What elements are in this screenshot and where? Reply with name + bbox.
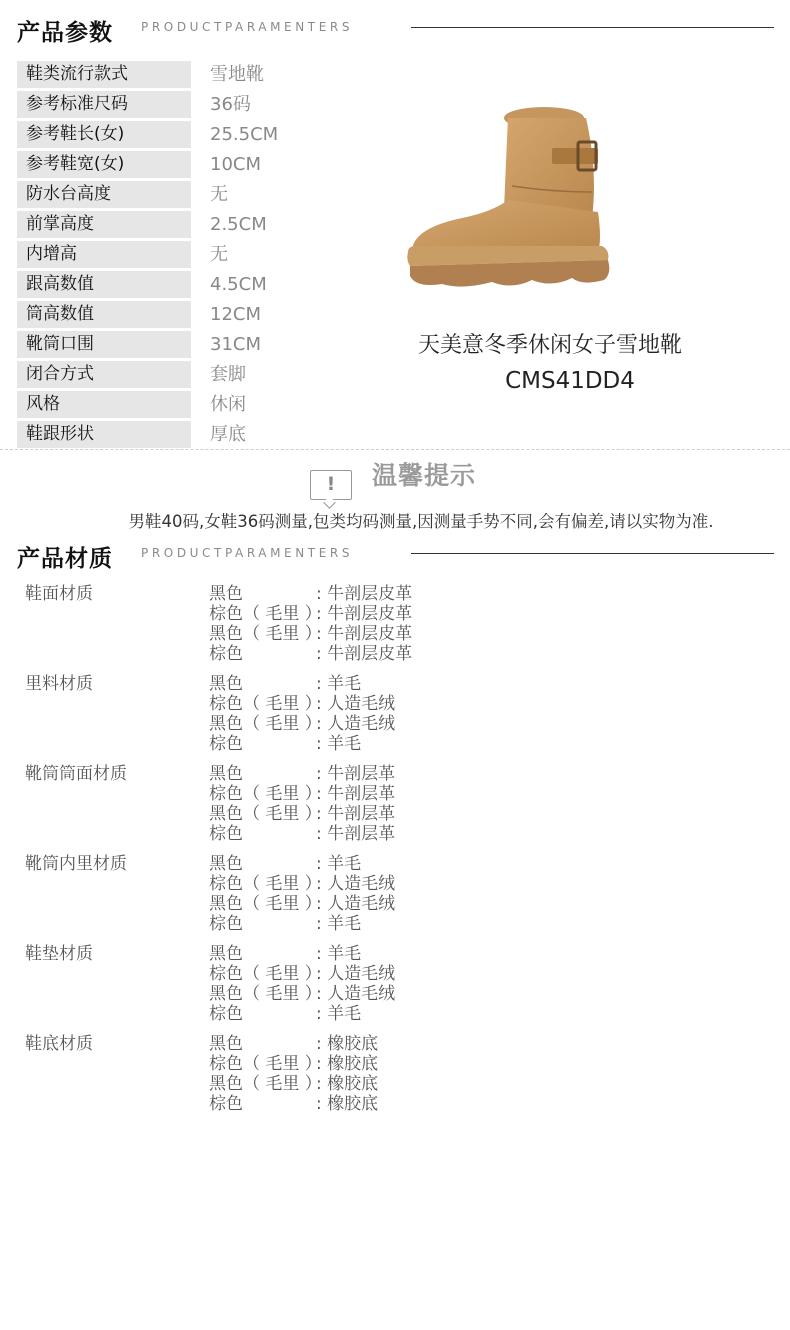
material-label: 里料材质: [25, 674, 93, 694]
material-value: : 人造毛绒: [316, 874, 396, 894]
material-line: [0, 714, 790, 734]
material-value: : 牛剖层皮革: [316, 624, 413, 644]
material-value: : 牛剖层皮革: [316, 604, 413, 624]
param-value: 36码: [210, 94, 251, 115]
material-color: 黑色: [209, 944, 243, 964]
param-row: [17, 390, 377, 420]
material-value: : 人造毛绒: [316, 964, 396, 984]
material-value: : 牛剖层皮革: [316, 644, 413, 664]
section-header-params: [0, 8, 790, 48]
material-line: [0, 944, 790, 964]
material-value: : 橡胶底: [316, 1054, 379, 1074]
param-key: 闭合方式: [17, 361, 191, 388]
material-line: [0, 1004, 790, 1024]
material-label: 鞋面材质: [25, 584, 93, 604]
material-value: : 橡胶底: [316, 1034, 379, 1054]
param-value: 无: [210, 244, 228, 265]
dashed-divider: [0, 449, 790, 450]
param-value: 无: [210, 184, 228, 205]
param-value: 31CM: [210, 334, 262, 355]
material-line: [0, 984, 790, 1004]
material-line: [0, 894, 790, 914]
material-value: : 羊毛: [316, 914, 362, 934]
param-row: [17, 300, 377, 330]
param-key: 靴筒口围: [17, 331, 191, 358]
material-label: 鞋底材质: [25, 1034, 93, 1054]
param-row: [17, 120, 377, 150]
material-color: 黑色（ 毛里 ）: [209, 624, 322, 644]
material-group: [0, 764, 790, 854]
material-line: [0, 1094, 790, 1114]
material-line: [0, 764, 790, 784]
material-line: [0, 1054, 790, 1074]
material-value: : 人造毛绒: [316, 714, 396, 734]
material-label: 靴筒内里材质: [25, 854, 127, 874]
param-row: [17, 270, 377, 300]
material-color: 棕色: [209, 1094, 243, 1114]
material-color: 棕色（ 毛里 ）: [209, 604, 322, 624]
param-row: [17, 360, 377, 390]
param-value: 休闲: [210, 394, 246, 415]
param-value: 雪地靴: [210, 64, 264, 85]
divider-line: [411, 27, 774, 28]
material-value: : 羊毛: [316, 674, 362, 694]
material-color: 黑色: [209, 1034, 243, 1054]
material-value: : 牛剖层革: [316, 764, 396, 784]
material-color: 黑色（ 毛里 ）: [209, 804, 322, 824]
material-line: [0, 914, 790, 934]
material-line: [0, 604, 790, 624]
material-color: 棕色（ 毛里 ）: [209, 964, 322, 984]
param-key: 前掌高度: [17, 211, 191, 238]
param-value: 12CM: [210, 304, 262, 325]
material-color: 棕色: [209, 824, 243, 844]
material-color: 棕色（ 毛里 ）: [209, 784, 322, 804]
material-line: [0, 674, 790, 694]
material-color: 黑色: [209, 854, 243, 874]
materials-list: [0, 584, 790, 1124]
section-subtitle: PRODUCTPARAMENTERS: [141, 20, 354, 34]
params-table: [17, 60, 377, 450]
material-color: 黑色（ 毛里 ）: [209, 1074, 322, 1094]
material-line: [0, 694, 790, 714]
material-line: [0, 734, 790, 754]
param-key: 筒高数值: [17, 301, 191, 328]
material-color: 黑色: [209, 584, 243, 604]
material-value: : 牛剖层革: [316, 784, 396, 804]
param-value: 套脚: [210, 364, 246, 385]
param-value: 25.5CM: [210, 124, 279, 145]
tip-text: 男鞋40码,女鞋36码测量,包类均码测量,因测量手势不同,会有偏差,请以实物为准.: [128, 512, 714, 531]
param-key: 鞋跟形状: [17, 421, 191, 448]
material-line: [0, 854, 790, 874]
material-value: : 人造毛绒: [316, 894, 396, 914]
material-color: 棕色: [209, 914, 243, 934]
material-value: : 橡胶底: [316, 1074, 379, 1094]
divider-line: [411, 553, 774, 554]
material-color: 棕色（ 毛里 ）: [209, 874, 322, 894]
snow-boot-image: [402, 100, 618, 300]
material-value: : 牛剖层皮革: [316, 584, 413, 604]
section-title: 产品参数: [17, 20, 113, 46]
material-value: : 橡胶底: [316, 1094, 379, 1114]
exclamation-bubble-icon: !: [310, 470, 352, 500]
material-group: [0, 1034, 790, 1124]
material-line: [0, 964, 790, 984]
material-group: [0, 944, 790, 1034]
param-row: [17, 420, 377, 450]
section-subtitle: PRODUCTPARAMENTERS: [141, 546, 354, 560]
material-color: 棕色: [209, 1004, 243, 1024]
param-value: 10CM: [210, 154, 262, 175]
material-value: : 人造毛绒: [316, 694, 396, 714]
param-key: 跟高数值: [17, 271, 191, 298]
material-color: 黑色（ 毛里 ）: [209, 984, 322, 1004]
param-row: [17, 330, 377, 360]
material-color: 黑色（ 毛里 ）: [209, 714, 322, 734]
material-line: [0, 824, 790, 844]
param-row: [17, 60, 377, 90]
material-value: : 羊毛: [316, 944, 362, 964]
material-color: 黑色: [209, 674, 243, 694]
material-label: 鞋垫材质: [25, 944, 93, 964]
param-key: 参考标准尺码: [17, 91, 191, 118]
material-value: : 羊毛: [316, 1004, 362, 1024]
material-color: 棕色（ 毛里 ）: [209, 1054, 322, 1074]
material-color: 棕色: [209, 734, 243, 754]
param-key: 鞋类流行款式: [17, 61, 191, 88]
param-row: [17, 210, 377, 240]
material-line: [0, 804, 790, 824]
param-key: 内增高: [17, 241, 191, 268]
tip-title: 温馨提示: [372, 461, 477, 490]
material-group: [0, 674, 790, 764]
material-line: [0, 584, 790, 604]
material-group: [0, 584, 790, 674]
material-color: 棕色（ 毛里 ）: [209, 694, 322, 714]
material-line: [0, 874, 790, 894]
param-key: 风格: [17, 391, 191, 418]
param-key: 参考鞋长(女): [17, 121, 191, 148]
material-label: 靴筒筒面材质: [25, 764, 127, 784]
material-line: [0, 644, 790, 664]
material-line: [0, 784, 790, 804]
material-value: : 牛剖层革: [316, 824, 396, 844]
material-color: 黑色（ 毛里 ）: [209, 894, 322, 914]
param-value: 厚底: [210, 424, 246, 445]
material-color: 黑色: [209, 764, 243, 784]
section-title: 产品材质: [17, 546, 113, 572]
param-value: 4.5CM: [210, 274, 267, 295]
param-row: [17, 180, 377, 210]
material-value: : 羊毛: [316, 734, 362, 754]
material-line: [0, 1074, 790, 1094]
material-line: [0, 1034, 790, 1054]
param-row: [17, 90, 377, 120]
param-key: 参考鞋宽(女): [17, 151, 191, 178]
material-value: : 羊毛: [316, 854, 362, 874]
param-row: [17, 150, 377, 180]
product-code: CMS41DD4: [505, 368, 635, 394]
material-value: : 牛剖层革: [316, 804, 396, 824]
product-name: 天美意冬季休闲女子雪地靴: [417, 333, 682, 358]
material-color: 棕色: [209, 644, 243, 664]
section-header-materials: [0, 534, 790, 574]
param-row: [17, 240, 377, 270]
material-group: [0, 854, 790, 944]
material-line: [0, 624, 790, 644]
param-key: 防水台高度: [17, 181, 191, 208]
material-value: : 人造毛绒: [316, 984, 396, 1004]
param-value: 2.5CM: [210, 214, 267, 235]
